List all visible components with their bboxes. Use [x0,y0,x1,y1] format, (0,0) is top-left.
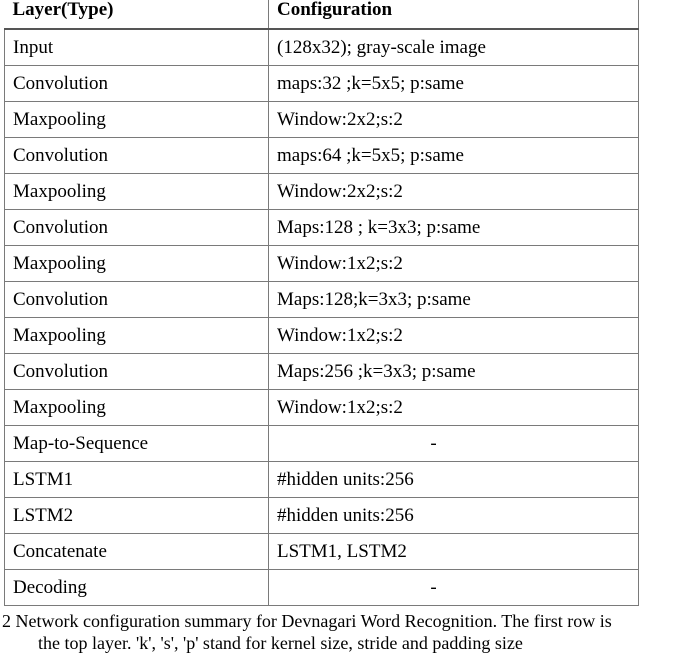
layer-cell: Convolution [5,354,269,390]
table-row [5,570,639,606]
table-row [5,29,639,66]
config-cell: - [269,570,639,606]
header-configuration: Configuration [269,0,639,29]
layer-cell: Decoding [5,570,269,606]
table-row [5,282,639,318]
layer-cell: Maxpooling [5,390,269,426]
config-cell: #hidden units:256 [269,498,639,534]
table-header-row [5,0,639,29]
network-config-table-container [4,0,638,606]
config-cell: LSTM1, LSTM2 [269,534,639,570]
caption-line-2: the top layer. 'k', 's', 'p' stand for kernel size, stride and padding size [38,633,523,653]
config-cell: Window:1x2;s:2 [269,390,639,426]
layer-cell: Convolution [5,138,269,174]
table-row [5,390,639,426]
layer-cell: Maxpooling [5,174,269,210]
layer-cell: LSTM2 [5,498,269,534]
config-cell: Maps:256 ;k=3x3; p:same [269,354,639,390]
table-row [5,354,639,390]
layer-cell: Maxpooling [5,102,269,138]
table-row [5,426,639,462]
table-row [5,66,639,102]
layer-cell: LSTM1 [5,462,269,498]
table-caption [2,610,690,654]
table-row [5,498,639,534]
table-row [5,246,639,282]
config-cell: Maps:128;k=3x3; p:same [269,282,639,318]
table-row [5,174,639,210]
config-cell: maps:64 ;k=5x5; p:same [269,138,639,174]
layer-cell: Maxpooling [5,246,269,282]
config-cell: maps:32 ;k=5x5; p:same [269,66,639,102]
table-row [5,318,639,354]
table-row [5,462,639,498]
table-row [5,138,639,174]
header-layer-type: Layer(Type) [5,0,269,29]
network-config-table [4,0,639,606]
layer-cell: Map-to-Sequence [5,426,269,462]
layer-cell: Convolution [5,66,269,102]
caption-line-1: 2 Network configuration summary for Devnagari Word Recognition. The first row is [2,611,612,631]
config-cell: (128x32); gray-scale image [269,29,639,66]
layer-cell: Maxpooling [5,318,269,354]
layer-cell: Concatenate [5,534,269,570]
config-cell: Window:2x2;s:2 [269,102,639,138]
table-row [5,102,639,138]
table-row [5,534,639,570]
config-cell: Maps:128 ; k=3x3; p:same [269,210,639,246]
config-cell: Window:2x2;s:2 [269,174,639,210]
config-cell: Window:1x2;s:2 [269,318,639,354]
config-cell: - [269,426,639,462]
config-cell: #hidden units:256 [269,462,639,498]
layer-cell: Convolution [5,210,269,246]
layer-cell: Input [5,29,269,66]
layer-cell: Convolution [5,282,269,318]
config-cell: Window:1x2;s:2 [269,246,639,282]
table-row [5,210,639,246]
